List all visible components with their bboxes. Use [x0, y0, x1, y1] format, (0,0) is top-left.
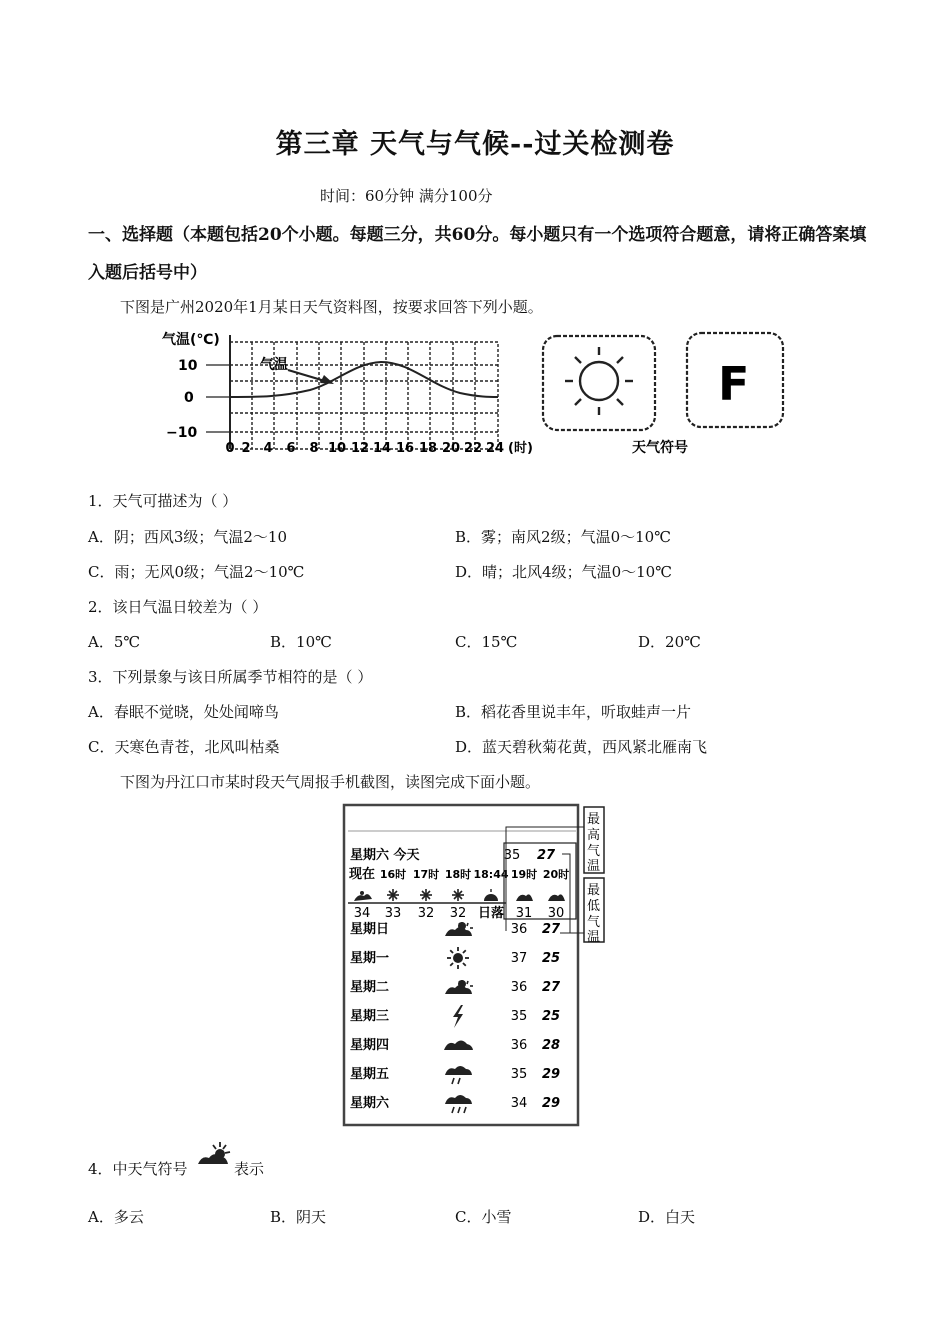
today-low: 27 [536, 848, 556, 863]
forecast-low-temp: 29 [541, 1067, 561, 1082]
forecast-day-label: 星期四 [350, 1038, 390, 1053]
forecast-high-temp: 36 [510, 980, 528, 995]
y-axis-title: 气温(℃) [162, 332, 220, 348]
forecast-low-temp: 27 [541, 980, 561, 995]
curve-label: 气温 [260, 357, 288, 373]
x-tick-4: 4 [263, 441, 273, 456]
question-3: 3．下列景象与该日所属季节相符的是（ ） [88, 668, 373, 686]
forecast-high-temp: 36 [510, 922, 528, 937]
forecast-low-temp: 25 [541, 951, 561, 966]
min-temp-label: 最低气温 [587, 883, 601, 945]
y-tick-10: 10 [178, 358, 198, 374]
x-tick-8: 8 [309, 441, 319, 456]
today-label: 星期六 今天 [350, 848, 420, 863]
hourly-time-19: 19时 [510, 868, 538, 881]
hourly-time-now: 现在 [348, 867, 376, 882]
forecast-low-temp: 27 [541, 922, 561, 937]
symbol-caption: 天气符号 [632, 440, 688, 456]
forecast-day-label: 星期日 [350, 922, 390, 937]
q2-option-b[interactable]: B．10℃ [270, 633, 332, 651]
hourly-temp-now: 34 [353, 906, 371, 921]
forecast-day-label: 星期三 [350, 1009, 390, 1024]
hourly-temp-sunset: 日落 [477, 906, 505, 921]
x-tick-6: 6 [286, 441, 296, 456]
q2-option-d[interactable]: D．20℃ [638, 633, 701, 651]
weather-data-figure [160, 325, 800, 460]
q1-option-d[interactable]: D．晴；北风4级；气温0～10℃ [455, 563, 672, 581]
q3-option-c[interactable]: C．天寒色青苍，北风叫枯桑 [88, 738, 280, 756]
page-title: 第三章 天气与气候--过关检测卷 [275, 129, 675, 160]
sun-cloud-icon [196, 1140, 232, 1168]
x-tick-24: 24 [485, 441, 505, 456]
hourly-time-20: 20时 [542, 868, 570, 881]
hourly-temp-18: 32 [449, 906, 467, 921]
q4-option-a[interactable]: A．多云 [88, 1208, 144, 1226]
weekly-forecast-figure [340, 803, 615, 1128]
hourly-temp-16: 33 [384, 906, 402, 921]
intro-text-1: 下图是广州2020年1月某日天气资料图，按要求回答下列小题。 [120, 298, 543, 316]
intro-text-2: 下图为丹江口市某时段天气周报手机截图，读图完成下面小题。 [120, 773, 541, 791]
hourly-time-16: 16时 [379, 868, 407, 881]
q2-option-a[interactable]: A．5℃ [88, 633, 141, 651]
question-2: 2．该日气温日较差为（ ） [88, 598, 268, 616]
forecast-high-temp: 34 [510, 1096, 528, 1111]
hourly-temp-20: 30 [547, 906, 565, 921]
forecast-high-temp: 35 [510, 1009, 528, 1024]
forecast-low-temp: 29 [541, 1096, 561, 1111]
y-tick-0: 0 [184, 390, 194, 406]
x-tick-0: 0 [225, 441, 235, 456]
forecast-high-temp: 37 [510, 951, 528, 966]
forecast-day-label: 星期五 [350, 1067, 390, 1082]
x-tick-16: 16 [395, 441, 415, 456]
x-tick-12: 12 [350, 441, 370, 456]
x-tick-22: 22 [463, 441, 483, 456]
hourly-temp-17: 32 [417, 906, 435, 921]
forecast-high-temp: 36 [510, 1038, 528, 1053]
forecast-low-temp: 25 [541, 1009, 561, 1024]
forecast-day-label: 星期二 [350, 980, 390, 995]
y-tick-minus-10: −10 [166, 425, 198, 441]
q2-option-c[interactable]: C．15℃ [455, 633, 518, 651]
hourly-temp-19: 31 [515, 906, 533, 921]
x-tick-2: 2 [241, 441, 251, 456]
q4-option-c[interactable]: C．小雪 [455, 1208, 512, 1226]
x-tick-20: 20 [441, 441, 461, 456]
q3-option-d[interactable]: D．蓝天碧秋菊花黄，西风紧北雁南飞 [455, 738, 708, 756]
forecast-low-temp: 28 [541, 1038, 561, 1053]
hourly-time-18: 18时 [444, 868, 472, 881]
forecast-day-label: 星期一 [350, 951, 390, 966]
question-1: 1．天气可描述为（ ） [88, 492, 238, 510]
q3-option-a[interactable]: A．春眠不觉晓，处处闻啼鸟 [88, 703, 279, 721]
q4-option-d[interactable]: D．白天 [638, 1208, 696, 1226]
hourly-time-17: 17时 [412, 868, 440, 881]
sun-icon [447, 947, 469, 969]
q1-option-c[interactable]: C．雨；无风0级；气温2～10℃ [88, 563, 305, 581]
q3-option-b[interactable]: B．稻花香里说丰年，听取蛙声一片 [455, 703, 692, 721]
forecast-day-label: 星期六 [350, 1096, 390, 1111]
q1-option-b[interactable]: B．雾；南风2级；气温0～10℃ [455, 528, 671, 546]
question-4-stem-end: 表示 [234, 1160, 265, 1178]
wind-symbol-letter: F [718, 357, 750, 411]
x-axis-unit: (时) [508, 441, 533, 456]
q4-option-b[interactable]: B．阴天 [270, 1208, 327, 1226]
q1-option-a[interactable]: A．阴；西风3级；气温2～10 [88, 528, 288, 546]
forecast-high-temp: 35 [510, 1067, 528, 1082]
hourly-time-sunset: 18:44 [473, 868, 509, 881]
today-high: 35 [503, 848, 521, 863]
x-tick-14: 14 [372, 441, 392, 456]
section-heading: 一、选择题（本题包括20个小题。每题三分，共60分。每小题只有一个选项符合题意，请将正确答案填入题后括号中） [88, 225, 867, 283]
curve-arrow [288, 370, 325, 381]
x-tick-18: 18 [418, 441, 438, 456]
exam-info: 时间：60分钟 满分100分 [320, 187, 493, 205]
question-4-stem: 4．中天气符号 [88, 1160, 188, 1178]
sun-icon [565, 347, 633, 415]
curve-arrowhead [320, 375, 334, 384]
x-tick-10: 10 [327, 441, 347, 456]
max-temp-label: 最高气温 [587, 812, 601, 874]
